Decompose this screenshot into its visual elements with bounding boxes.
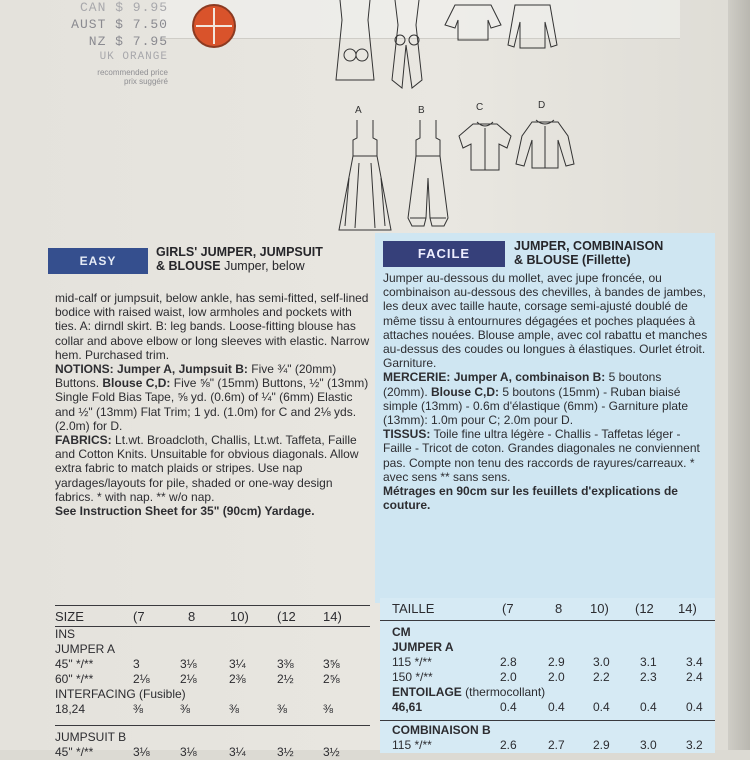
unit-row: [380, 625, 715, 640]
notions-text-2: Five ⅝" (15mm) Buttons, ½" (13mm) Single Fold Bias Tape, ⅝ yd. (0.6m) of ¼" (6mm) Elastic and ½" (13mm) Flat Trim; 1 yd. (1.0m) for C and 2⅛ yds. (2.0m) for D.: [55, 376, 369, 433]
section-row: [55, 726, 370, 744]
cell: 3½: [323, 745, 340, 759]
cell: 2.3: [640, 670, 657, 684]
table-row: [380, 700, 715, 715]
section-label: COMBINAISON B: [392, 723, 491, 737]
table-row: [380, 670, 715, 685]
size-col: 10): [230, 609, 249, 624]
mercerie-strong-2: Blouse C,D:: [431, 384, 500, 399]
english-title-tail: Jumper, below: [224, 259, 305, 273]
cell: 3: [133, 657, 140, 671]
english-title-line-2-bold: & BLOUSE: [156, 259, 221, 273]
row-label: 46,61: [392, 700, 423, 714]
orange-seal-icon: [192, 4, 236, 48]
cell: 2.9: [548, 655, 565, 669]
price-line: AUST $ 7.50: [71, 17, 168, 32]
notions-strong: Jumper A, Jumpsuit B:: [117, 362, 248, 377]
table-row: [380, 655, 715, 670]
price-line: UK ORANGE: [99, 51, 168, 63]
french-mercerie: [383, 370, 709, 427]
cell: 3⅛: [180, 657, 197, 671]
price-line: CAN $ 9.95: [79, 0, 168, 15]
mercerie-text: 5 boutons (20mm).: [383, 370, 662, 399]
cell: 0.4: [640, 700, 657, 714]
envelope-edge: [728, 0, 750, 750]
mercerie-text-2: 5 boutons (15mm) - Ruban biaisé simple (13mm) - 0.6m d'élastique (6mm) - Garniture plate (13mm): 1.0m pour C; 2.0m pour D.: [383, 384, 689, 428]
cell: 2.8: [500, 655, 517, 669]
cell: 0.4: [548, 700, 565, 714]
cell: 0.4: [500, 700, 517, 714]
cell: 2⅛: [133, 672, 150, 686]
fabrics-label: FABRICS:: [55, 433, 112, 448]
notions-label: NOTIONS:: [55, 362, 114, 377]
cell: 2.7: [548, 738, 565, 752]
section-label: [392, 685, 545, 699]
cell: ⅜: [180, 702, 191, 716]
blouse-d-drawing: [512, 116, 578, 176]
cell: 0.4: [593, 700, 610, 714]
section-note: (thermocollant): [465, 685, 546, 699]
size-col: 14): [678, 601, 697, 616]
table-row: [55, 657, 370, 672]
french-title: [514, 239, 714, 267]
notions-strong-2: Blouse C,D:: [102, 376, 171, 391]
unit-label: CM: [392, 625, 411, 639]
english-title-line-1: GIRLS' JUMPER, JUMPSUIT: [156, 245, 323, 259]
cell: 3½: [277, 745, 294, 759]
figure-label-c: C: [476, 102, 484, 113]
taille-header: TAILLE: [392, 601, 435, 616]
english-fabrics: [55, 433, 370, 504]
cell: 3.2: [686, 738, 703, 752]
row-label: 115 */**: [392, 738, 432, 752]
cell: 3¼: [229, 657, 246, 671]
size-col: (12: [277, 609, 296, 624]
cell: 3.4: [686, 655, 703, 669]
size-col: (7: [502, 601, 514, 616]
cell: 2⅜: [229, 672, 246, 686]
english-title-line-2: [156, 259, 323, 273]
section-label: INTERFACING (Fusible): [55, 687, 186, 701]
table-header-row: [380, 598, 715, 620]
jumpsuit-b-drawing: [398, 118, 458, 238]
french-description: [383, 271, 709, 512]
cell: 3¼: [229, 745, 246, 759]
english-notions: [55, 362, 370, 433]
row-label: 115 */**: [392, 655, 432, 669]
size-col: 10): [590, 601, 609, 616]
yardage-table-inches: [55, 605, 370, 760]
size-col: 8: [555, 601, 563, 616]
french-desc-text: Jumper au-dessous du mollet, avec jupe froncée, ou combinaison au-dessous des chevilles, à bandes de jambes, les deux avec taille haute, corsage semi-ajusté doublé de même tissu à entournures dégagées et poches plaquées à attaches nouées. Blouse ample, avec col rabattu et manches au-dessus des coudes ou longues à élastiques. Ourlet étroit. Garniture.: [383, 271, 708, 371]
price-note: prix suggéré: [123, 77, 168, 86]
english-description: [55, 291, 370, 518]
section-row: [55, 687, 370, 702]
cell: 3.0: [593, 655, 610, 669]
cell: 3⅝: [323, 657, 340, 671]
size-col: 14): [323, 609, 342, 624]
section-row: [380, 640, 715, 655]
tissus-text: Toile fine ultra légère - Challis - Taffetas léger - Faille - Tricot de coton. Grandes diagonales ne conviennent pas. Compte non tenu des raccords de rayures/carreaux. * avec sens ** sans sens.: [383, 427, 700, 484]
notions-text: Five ¾" (20mm) Buttons.: [55, 362, 337, 391]
cell: 2.0: [500, 670, 517, 684]
table-row: [55, 702, 370, 717]
tissus-label: TISSUS:: [383, 427, 431, 442]
section-row: [55, 642, 370, 657]
row-label: 60" */**: [55, 672, 94, 686]
section-label: JUMPSUIT B: [55, 730, 127, 744]
easy-badge: EASY: [48, 248, 148, 274]
cell: 2.4: [686, 670, 703, 684]
english-title: [156, 245, 323, 273]
row-label: 45" */**: [55, 745, 94, 759]
cell: 2.2: [593, 670, 610, 684]
fabrics-text: Lt.wt. Broadcloth, Challis, Lt.wt. Taffeta, Faille and Cotton Knits. Unsuitable for obvious diagonals. Allow extra fabric to match plaids or stripes. Use nap yardages/layouts for pile, shaded or one-way design fabrics. * with nap. ** w/o nap.: [55, 433, 359, 504]
table-row: [55, 745, 370, 760]
row-label: 18,24: [55, 702, 86, 716]
price-block: [28, 0, 168, 86]
french-metrages: [383, 484, 709, 512]
cell: ⅜: [277, 702, 288, 716]
row-label: 150 */**: [392, 670, 433, 684]
size-col: 8: [188, 609, 196, 624]
cell: 3⅜: [277, 657, 294, 671]
mercerie-label: MERCERIE:: [383, 370, 451, 385]
cell: 2.9: [593, 738, 610, 752]
section-row: [380, 685, 715, 700]
size-col: (7: [133, 609, 145, 624]
see-instruction-sheet-text: See Instruction Sheet for 35" (90cm) Yardage.: [55, 504, 315, 519]
french-title-line-2: & BLOUSE (Fillette): [514, 253, 631, 267]
price-line: NZ $ 7.95: [88, 34, 168, 49]
metrages-text: Métrages en 90cm sur les feuillets d'explications de couture.: [383, 484, 678, 513]
cell: 3.0: [640, 738, 657, 752]
french-tissus: [383, 427, 709, 484]
french-title-line-1: JUMPER, COMBINAISON: [514, 239, 664, 253]
section-label-bold: ENTOILAGE: [392, 685, 462, 699]
see-instruction-sheet: [55, 504, 370, 518]
unit-label: INS: [55, 627, 76, 641]
yardage-table-cm: [380, 598, 715, 753]
cell: ⅜: [229, 702, 240, 716]
unit-row: [55, 627, 370, 642]
facile-badge: FACILE: [383, 241, 505, 267]
cell: 2.6: [500, 738, 517, 752]
row-label: 45" */**: [55, 657, 94, 671]
cell: ⅜: [133, 702, 144, 716]
figure-label-b: B: [418, 105, 425, 116]
section-label: JUMPER A: [55, 642, 116, 656]
cell: ⅜: [323, 702, 334, 716]
cell: 2½: [277, 672, 294, 686]
mercerie-strong: Jumper A, combinaison B:: [453, 370, 606, 385]
table-header-row: [55, 606, 370, 626]
garment-sketches-top: [330, 0, 580, 90]
cell: 2⅝: [323, 672, 340, 686]
cell: 3⅛: [180, 745, 197, 759]
cell: 2⅛: [180, 672, 197, 686]
size-col: (12: [635, 601, 654, 616]
section-label: JUMPER A: [392, 640, 454, 654]
figure-label-a: A: [355, 105, 362, 116]
figure-label-d: D: [538, 100, 546, 111]
cell: 3⅛: [133, 745, 150, 759]
table-row: [380, 738, 715, 753]
size-header: SIZE: [55, 609, 84, 624]
cell: 3.1: [640, 655, 657, 669]
cell: 0.4: [686, 700, 703, 714]
price-note: recommended price: [97, 68, 168, 77]
cell: 2.0: [548, 670, 565, 684]
section-row: [380, 721, 715, 736]
english-desc-text: mid-calf or jumpsuit, below ankle, has semi-fitted, self-lined bodice with raised waist, low armholes and pockets with ties. A: dirndl skirt. B: leg bands. Loose-fitting blouse has collar and above elbow or long sleeves with elastic. Narrow hem. Purchased trim.: [55, 291, 370, 362]
table-row: [55, 672, 370, 687]
jumper-a-drawing: [335, 118, 395, 238]
blouse-c-drawing: [455, 118, 515, 178]
